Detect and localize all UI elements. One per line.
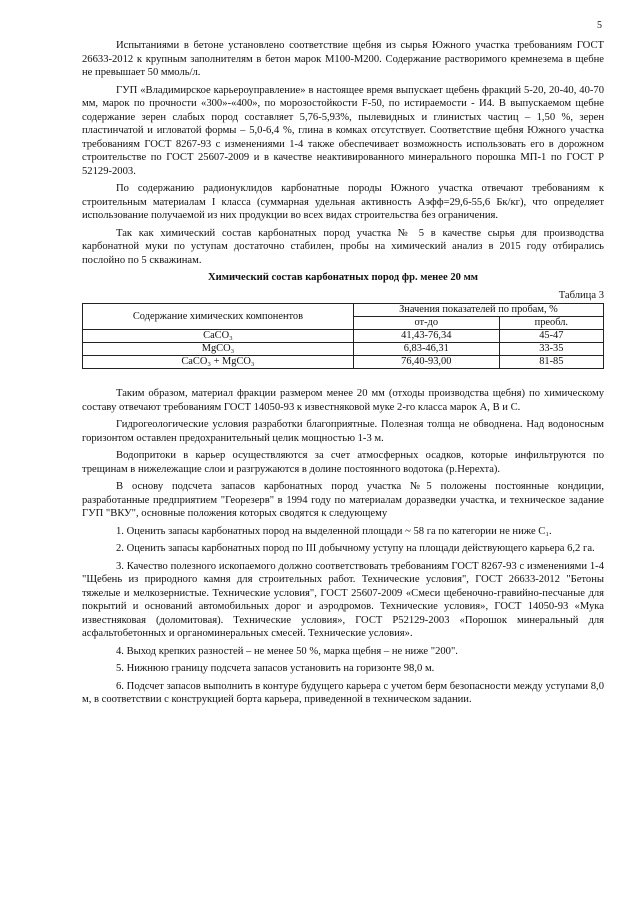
paragraph-water-inflow: Водопритоки в карьер осуществляются за счет атмосферных осадков, которые инфильтруются по трещинам в нижележащие слои и разгружаются в долине постоянного водотока (р.Нерехта).	[82, 450, 604, 475]
cell-prevail: 81-85	[499, 356, 603, 369]
table-header-row	[83, 304, 604, 317]
table-row	[83, 330, 604, 343]
cell-component: CaCO₃	[83, 330, 354, 343]
chemical-composition-table	[82, 303, 604, 369]
header-prevail: преобл.	[499, 317, 603, 330]
cell-component: CaCO₃ + MgCO₃	[83, 356, 354, 369]
header-range: от-до	[353, 317, 499, 330]
paragraph-gup-products: ГУП «Владимирское карьероуправление» в настоящее время выпускает щебень фракций 5-20, 20-40, 40-70 мм, марок по прочности «300»-«400», по морозостойкости F-50, по истираемости - И4. В выпускаемом щебне содержание зерен слабых пород составляет 5,76-5,93%, пылевидных и глинистых частиц – 1,50 %, зерен пластинчатой и игловатой формы – 5,0-6,4 %, глина в комках отсутствует. Соответствие щебня Южного участка требованиям ГОСТ 8267-93 с изменениями 1-4 также обеспечивает возможность использовать его в дорожном строительстве по ГОСТ 25607-2009 и в качестве неактивированного минерального порошка МП-1 по ГОСТ Р 52129-2003.	[82, 84, 604, 177]
paragraph-concrete-tests: Испытаниями в бетоне установлено соответствие щебня из сырья Южного участка требованиям ГОСТ 26633-2012 к крупным заполнителям в бетон марок М100-М200. Содержание растворимого кремнезема в щебне не превышает 50 ммоль/л.	[82, 40, 604, 78]
cell-range: 41,43-76,34	[353, 330, 499, 343]
table-number: Таблица 3	[558, 289, 604, 301]
list-item: 2. Оценить запасы карбонатных пород по III добычному уступу на площади действующего карьера 6,2 га.	[116, 543, 595, 554]
document-body	[82, 39, 604, 711]
paragraph-sampling: Так как химический состав карбонатных пород участка № 5 в качестве сырья для производства карбонатной муки по уступам достаточно стабилен, пробы на химический анализ в 2015 году отбирались послойно по 5 скважинам.	[82, 227, 604, 266]
list-item: 5. Нижнюю границу подсчета запасов установить на горизонте 98,0 м.	[116, 663, 435, 674]
list-item: 6. Подсчет запасов выполнить в контуре будущего карьера с учетом берм безопасности между уступами 8,0 м, в соответствии с конструкцией борта карьера, приведенной в техническом задании.	[82, 680, 604, 705]
page-number: 5	[597, 20, 602, 31]
paragraph-hydrogeology: Гидрогеологические условия разработки благоприятные. Полезная толща не обводнена. Над водоносным горизонтом оставлен предохранительный целик мощностью 1-3 м.	[82, 419, 604, 444]
cell-prevail: 45-47	[499, 330, 603, 343]
table-title: Химический состав карбонатных пород фр. менее 20 мм	[207, 272, 479, 283]
cell-range: 76,40-93,00	[353, 356, 499, 369]
cell-prevail: 33-35	[499, 343, 603, 356]
header-components: Содержание химических компонентов	[83, 304, 354, 330]
list-item: 3. Качество полезного ископаемого должно соответствовать требованиям ГОСТ 8267-93 с изменениями 1-4 "Щебень из природного камня для строительных работ. Технические условия", ГОСТ 26633-2012 "Бетоны тяжелые и мелкозернистые. Технические условия", ГОСТ 25607-2009 «Смеси щебеночно-гравийно-песчаные для покрытий и оснований автомобильных дорог и аэродромов. Технические условия», ГОСТ 14050-93 «Мука известняковая (доломитовая). Технические условия», ГОСТ Р52129-2003 «Порошок минеральный для асфальтобетонных и органоминеральных смесей. Технические условия».	[82, 560, 604, 639]
cell-range: 6,83-46,31	[353, 343, 499, 356]
table-row	[83, 356, 604, 369]
paragraph-conclusion: Таким образом, материал фракции размером менее 20 мм (отходы производства щебня) по химическому составу отвечают требованиям ГОСТ 14050-93 к известняковой муке 2-го класса марок А, В и С.	[82, 388, 604, 413]
list-item: 1. Оценить запасы карбонатных пород на выделенной площади ~ 58 га по категории не ниже C₁.	[116, 525, 552, 537]
header-values: Значения показателей по пробам, %	[353, 304, 603, 317]
table-row	[83, 343, 604, 356]
paragraph-reserves-basis: В основу подсчета запасов карбонатных пород участка №5 положены постоянные кондиции, разработанные предприятием "Георезерв" в 1994 году по материалам доразведки участка, и техническое задание ГУП "ВКУ", основные положения которых сводятся к следующему	[82, 481, 604, 519]
paragraph-radionuclides: По содержанию радионуклидов карбонатные породы Южного участка отвечают требованиям к строительным материалам I класса (суммарная удельная активность Аэфф=29,6-55,6 Бк/кг), что определяет использование получаемой из них продукции во всех видах строительства без ограничения.	[82, 183, 604, 221]
cell-component: MgCO₃	[83, 343, 354, 356]
list-item: 4. Выход крепких разностей – не менее 50 %, марка щебня – не ниже "200".	[116, 645, 458, 657]
